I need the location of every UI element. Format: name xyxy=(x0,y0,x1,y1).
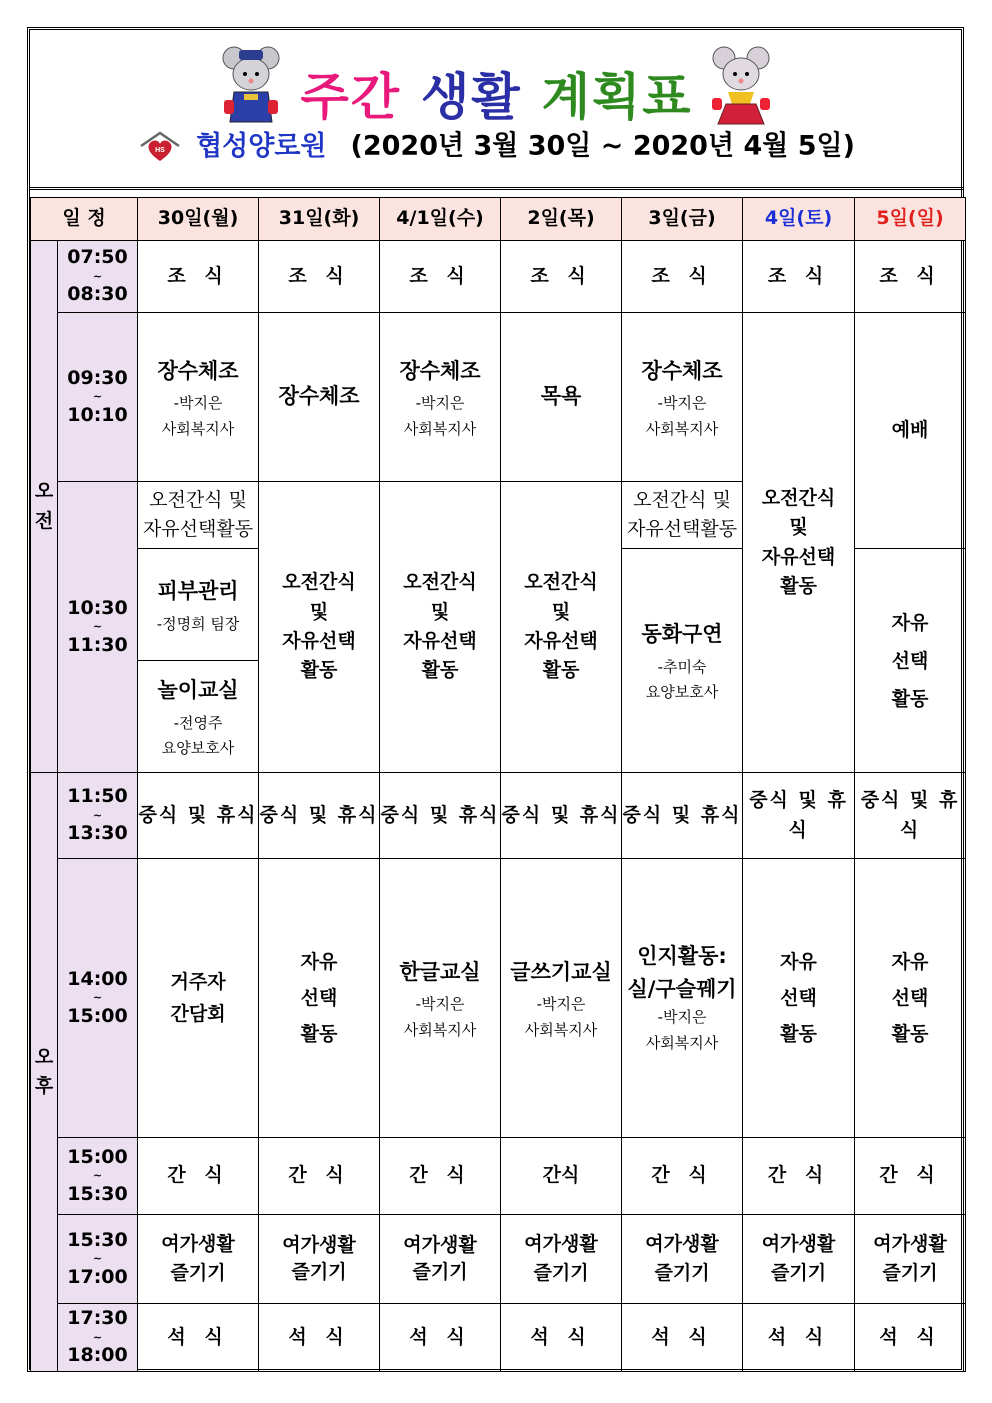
row-snack xyxy=(31,1138,966,1215)
home-heart-logo-icon xyxy=(138,130,182,164)
header-day-sat: 4일(토) xyxy=(743,198,855,241)
lunch-fri: 중식 및 휴식 xyxy=(622,773,743,859)
header-day-tue: 31일(화) xyxy=(259,198,380,241)
row-morning-activity xyxy=(31,313,966,482)
page-title xyxy=(30,68,963,126)
header-day-wed: 4/1일(수) xyxy=(380,198,501,241)
time-cell: 15:30 ~ 17:00 xyxy=(58,1215,138,1304)
snack-wed: 간 식 xyxy=(380,1138,501,1215)
row-dinner xyxy=(31,1304,966,1372)
dinner-wed: 석 식 xyxy=(380,1304,501,1372)
snack-thu: 간식 xyxy=(501,1138,622,1215)
activity-cell-fri-story: 동화구연 -추미숙 요양보호사 xyxy=(622,549,743,773)
breakfast-wed: 조 식 xyxy=(380,241,501,313)
time-cell: 15:00 ~ 15:30 xyxy=(58,1138,138,1215)
snack-tue: 간 식 xyxy=(259,1138,380,1215)
activity-cell-fri-snack: 오전간식 및 자유선택활동 xyxy=(622,482,743,549)
snack-mon: 간 식 xyxy=(138,1138,259,1215)
leisure-tue: 여가생활 즐기기 xyxy=(259,1215,380,1304)
time-cell: 10:30 ~ 11:30 xyxy=(58,482,138,773)
dinner-tue: 석 식 xyxy=(259,1304,380,1372)
activity-cell-sun-late: 자유 선택 활동 xyxy=(855,549,966,773)
row-lunch xyxy=(31,773,966,859)
activity-cell-wed-pm: 한글교실 -박지은 사회복지사 xyxy=(380,859,501,1138)
activity-cell-mon-snack: 오전간식 및 자유선택활동 xyxy=(138,482,259,549)
breakfast-mon: 조 식 xyxy=(138,241,259,313)
date-range: (2020년 3월 30일 ~ 2020년 4월 5일) xyxy=(350,130,855,162)
header-schedule: 일 정 xyxy=(31,198,138,241)
header-day-sun: 5일(일) xyxy=(855,198,966,241)
breakfast-sun: 조 식 xyxy=(855,241,966,313)
activity-cell-fri: 장수체조 -박지은 사회복지사 xyxy=(622,313,743,482)
dinner-mon: 석 식 xyxy=(138,1304,259,1372)
activity-cell-mon-pm: 거주자 간담회 xyxy=(138,859,259,1138)
activity-cell-sat: 오전간식 및 자유선택 활동 xyxy=(743,313,855,773)
leisure-mon: 여가생활 즐기기 xyxy=(138,1215,259,1304)
lunch-mon: 중식 및 휴식 xyxy=(138,773,259,859)
leisure-sun: 여가생활 즐기기 xyxy=(855,1215,966,1304)
title-word-weekly: 주간 xyxy=(300,68,402,126)
period-morning: 오 전 xyxy=(31,241,58,773)
activity-cell-sun: 예배 xyxy=(855,313,966,549)
activity-cell-sun-pm: 자유 선택 활동 xyxy=(855,859,966,1138)
time-cell: 07:50 ~ 08:30 xyxy=(58,241,138,313)
leisure-sat: 여가생활 즐기기 xyxy=(743,1215,855,1304)
breakfast-sat: 조 식 xyxy=(743,241,855,313)
activity-cell-sat-pm: 자유 선택 활동 xyxy=(743,859,855,1138)
lunch-tue: 중식 및 휴식 xyxy=(259,773,380,859)
lunch-thu: 중식 및 휴식 xyxy=(501,773,622,859)
lunch-sun: 중식 및 휴식 xyxy=(855,773,966,859)
header-day-thu: 2일(목) xyxy=(501,198,622,241)
title-word-life: 생활 xyxy=(421,68,522,126)
breakfast-thu: 조 식 xyxy=(501,241,622,313)
row-breakfast xyxy=(31,241,966,313)
dinner-sat: 석 식 xyxy=(743,1304,855,1372)
time-cell: 14:00 ~ 15:00 xyxy=(58,859,138,1138)
leisure-fri: 여가생활 즐기기 xyxy=(622,1215,743,1304)
header xyxy=(30,30,963,190)
time-cell: 09:30 ~ 10:10 xyxy=(58,313,138,482)
header-day-mon: 30일(월) xyxy=(138,198,259,241)
time-cell: 11:50 ~ 13:30 xyxy=(58,773,138,859)
snack-fri: 간 식 xyxy=(622,1138,743,1215)
period-afternoon: 오 후 xyxy=(31,773,58,1372)
dinner-thu: 석 식 xyxy=(501,1304,622,1372)
activity-cell-wed: 장수체조 -박지은 사회복지사 xyxy=(380,313,501,482)
schedule-table xyxy=(30,197,966,1372)
row-afternoon-activity xyxy=(31,859,966,1138)
header-day-fri: 3일(금) xyxy=(622,198,743,241)
activity-cell-tue-pm: 자유 선택 활동 xyxy=(259,859,380,1138)
logo-lettering: HS xyxy=(155,147,165,154)
breakfast-tue: 조 식 xyxy=(259,241,380,313)
leisure-wed: 여가생활 즐기기 xyxy=(380,1215,501,1304)
snack-sat: 간 식 xyxy=(743,1138,855,1215)
time-cell: 17:30 ~ 18:00 xyxy=(58,1304,138,1372)
organization-name: 협성양로원 xyxy=(196,130,327,162)
row-leisure xyxy=(31,1215,966,1304)
activity-cell-fri-pm: 인지활동: 실/구슬꿰기 -박지은 사회복지사 xyxy=(622,859,743,1138)
activity-cell-thu-pm: 글쓰기교실 -박지은 사회복지사 xyxy=(501,859,622,1138)
activity-cell-wed-late: 오전간식 및 자유선택 활동 xyxy=(380,482,501,773)
activity-cell-mon-play: 놀이교실 -전영주 요양보호사 xyxy=(138,661,259,773)
activity-cell-thu: 목욕 xyxy=(501,313,622,482)
activity-cell-tue-late: 오전간식 및 자유선택 활동 xyxy=(259,482,380,773)
header-row xyxy=(31,198,966,241)
lunch-sat: 중식 및 휴식 xyxy=(743,773,855,859)
activity-cell-mon: 장수체조 -박지은 사회복지사 xyxy=(138,313,259,482)
dinner-sun: 석 식 xyxy=(855,1304,966,1372)
snack-sun: 간 식 xyxy=(855,1138,966,1215)
activity-cell-tue: 장수체조 xyxy=(259,313,380,482)
dinner-fri: 석 식 xyxy=(622,1304,743,1372)
subtitle xyxy=(30,130,963,164)
activity-cell-thu-late: 오전간식 및 자유선택 활동 xyxy=(501,482,622,773)
lunch-wed: 중식 및 휴식 xyxy=(380,773,501,859)
leisure-thu: 여가생활 즐기기 xyxy=(501,1215,622,1304)
activity-cell-mon-skin: 피부관리 -정명희 팀장 xyxy=(138,549,259,661)
breakfast-fri: 조 식 xyxy=(622,241,743,313)
title-word-plan: 계획표 xyxy=(541,68,693,126)
